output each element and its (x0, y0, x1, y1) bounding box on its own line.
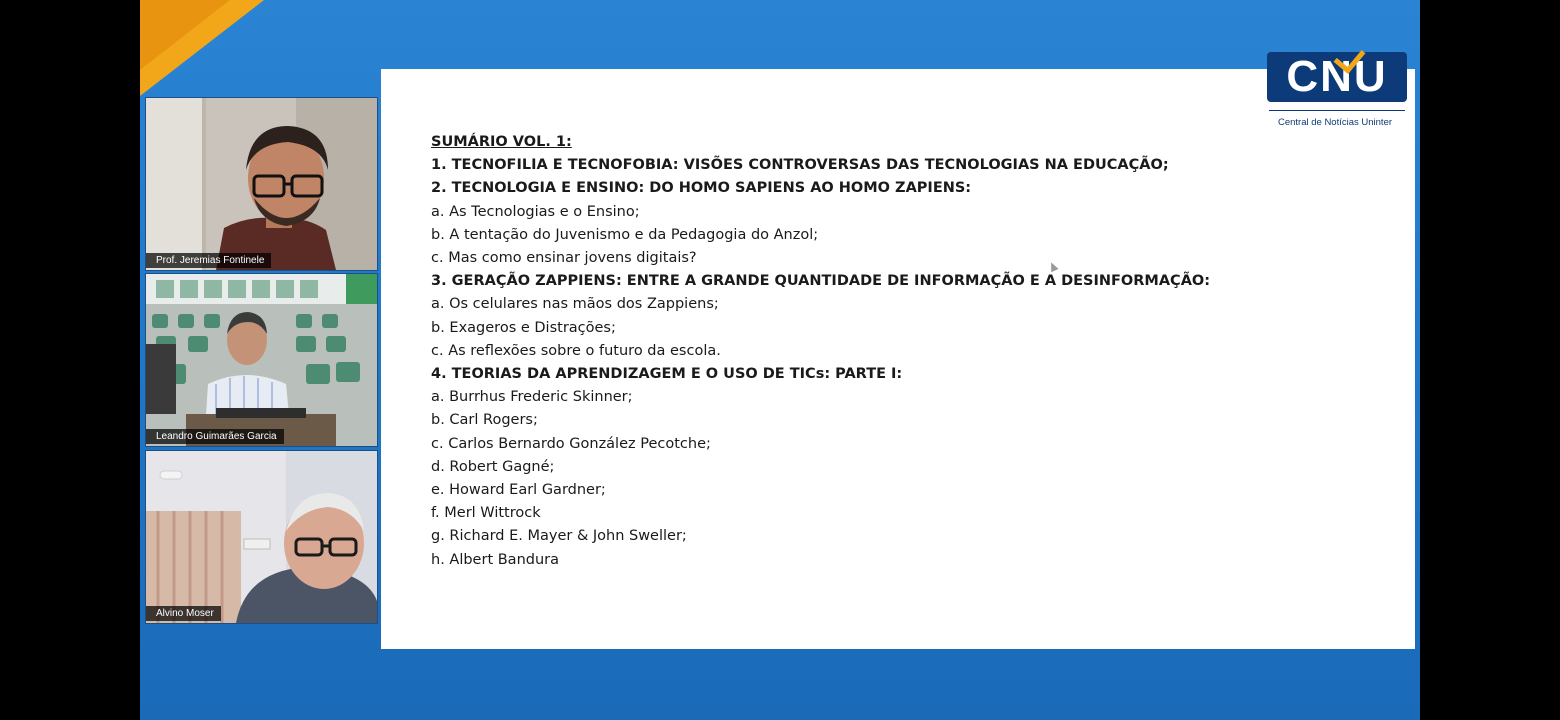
logo-divider (1269, 110, 1405, 111)
participant-name: Prof. Jeremias Fontinele (146, 253, 271, 268)
participant-name: Alvino Moser (146, 606, 221, 621)
slide-line: b. Exageros e Distrações; (431, 319, 616, 336)
slide-line: c. Mas como ensinar jovens digitais? (431, 250, 697, 267)
slide-line: 4. TEORIAS DA APRENDIZAGEM E O USO DE TICs: PARTE I: (431, 366, 903, 383)
slide-line: a. Burrhus Frederic Skinner; (431, 389, 633, 406)
participant-video-1 (146, 98, 377, 270)
stream-stage (140, 0, 1420, 720)
slide-line: e. Howard Earl Gardner; (431, 482, 606, 499)
participant-video-2 (146, 274, 377, 446)
cnu-logo (1260, 44, 1410, 134)
slide-line: c. As reflexões sobre o futuro da escola. (431, 342, 721, 359)
slide-line: h. Albert Bandura (431, 551, 560, 568)
slide-line: c. Carlos Bernardo González Pecotche; (431, 435, 711, 452)
slide-line: 3. GERAÇÃO ZAPPIENS: ENTRE A GRANDE QUANTIDADE DE INFORMAÇÃO E A DESINFORMAÇÃO: (431, 273, 1211, 290)
logo-subtitle: Central de Notícias Uninter (1277, 117, 1393, 128)
participant-video-3 (146, 451, 377, 623)
slide-line: 1. TECNOFILIA E TECNOFOBIA: VISÕES CONTROVERSAS DAS TECNOLOGIAS NA EDUCAÇÃO; (431, 157, 1169, 174)
presentation-slide (381, 69, 1415, 649)
participant-tile-jeremias[interactable] (145, 97, 378, 271)
slide-line: g. Richard E. Mayer & John Sweller; (431, 528, 687, 545)
logo-text: CNU (1286, 52, 1388, 101)
participant-name: Leandro Guimarães Garcia (146, 429, 284, 444)
corner-accent-shade (140, 0, 230, 70)
slide-line: d. Robert Gagné; (431, 458, 555, 475)
slide-heading: SUMÁRIO VOL. 1: (431, 134, 572, 150)
slide-line: a. As Tecnologias e o Ensino; (431, 203, 640, 220)
participant-tile-leandro[interactable] (145, 273, 378, 447)
slide-line: a. Os celulares nas mãos dos Zappiens; (431, 296, 719, 313)
slide-line: 2. TECNOLOGIA E ENSINO: DO HOMO SAPIENS AO HOMO ZAPIENS: (431, 180, 972, 197)
slide-line: b. Carl Rogers; (431, 412, 538, 429)
slide-line: f. Merl Wittrock (431, 505, 541, 522)
participant-tile-alvino[interactable] (145, 450, 378, 624)
slide-line: b. A tentação do Juvenismo e da Pedagogia do Anzol; (431, 226, 819, 243)
slide-content (431, 131, 1210, 572)
